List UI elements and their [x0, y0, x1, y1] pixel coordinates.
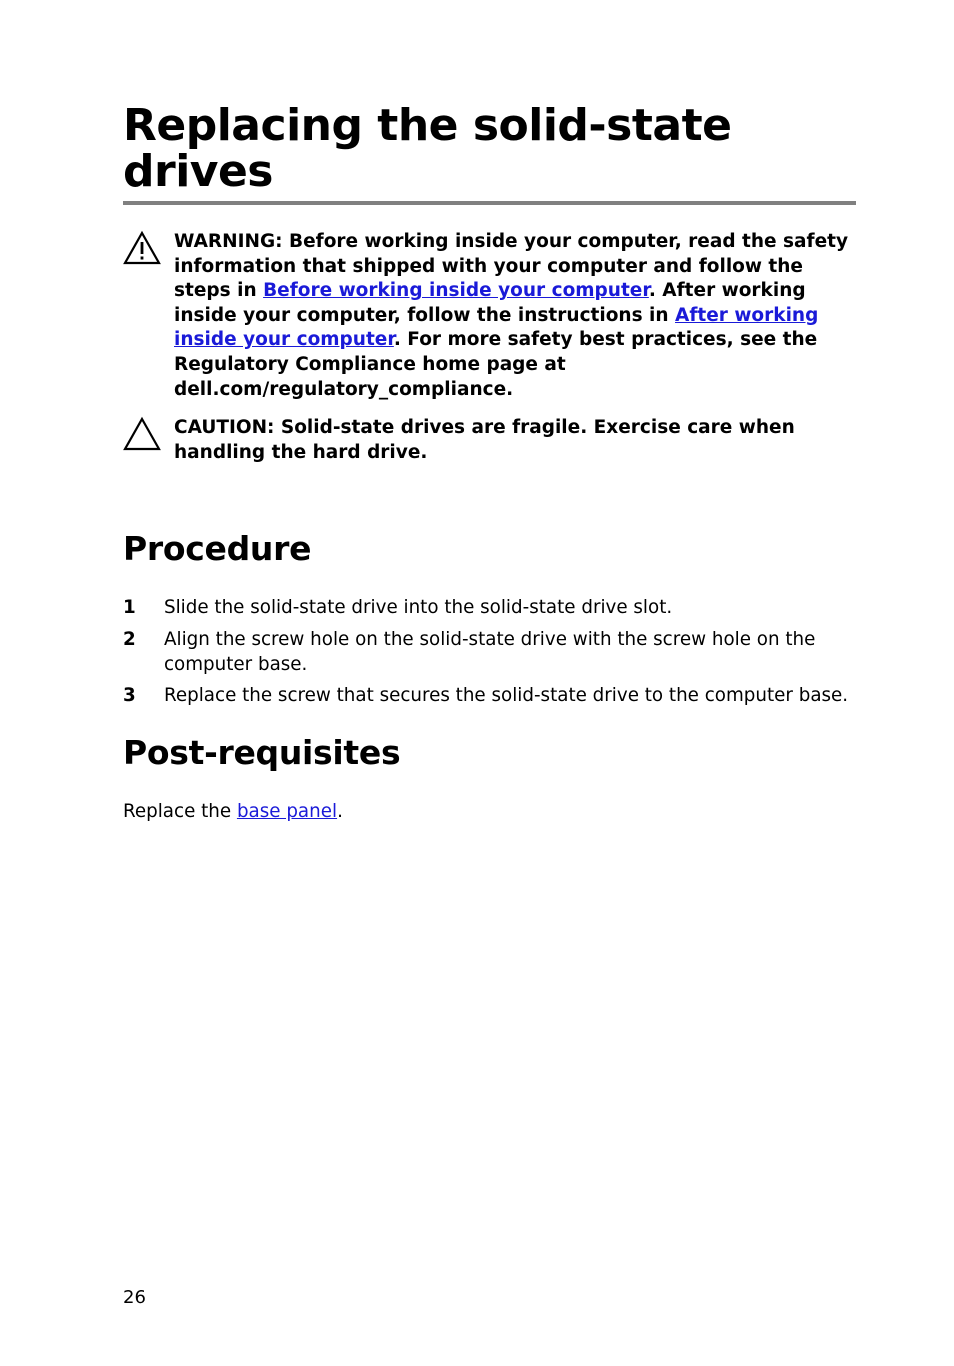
warning-label: WARNING: Before working inside your computer, read the safety information that shipped with your computer and follow the steps in: [174, 231, 849, 302]
step-number: 2: [123, 629, 136, 650]
title-divider: [123, 201, 856, 205]
warning-text: [174, 230, 859, 402]
page-title: Replacing the solid-state drives: [123, 100, 732, 197]
step-text: Replace the screw that secures the solid-state drive to the computer base.: [164, 685, 849, 706]
step-number: 1: [123, 597, 136, 618]
post-suffix: .: [337, 801, 343, 822]
post-requisites-text: [123, 800, 343, 825]
caution-text: CAUTION: Solid-state drives are fragile. Exercise care when handling the hard drive.: [174, 417, 795, 463]
warning-triangle-icon: [123, 230, 161, 266]
post-prefix: Replace the: [123, 801, 237, 822]
after-working-link[interactable]: After working inside your computer: [174, 304, 819, 351]
caution-triangle-icon: [123, 416, 161, 452]
step-text: Align the screw hole on the solid-state drive with the screw hole on the computer base.: [164, 629, 816, 675]
warning-mid: . After working inside your computer, follow the instructions in: [174, 280, 806, 326]
step-text: Slide the solid-state drive into the solid-state drive slot.: [164, 597, 673, 618]
post-requisites-heading: Post-requisites: [123, 733, 401, 772]
base-panel-link[interactable]: base panel: [236, 801, 338, 822]
warning-end: . For more safety best practices, see the Regulatory Compliance home page at dell.com/regulatory_compliance.: [174, 329, 818, 400]
procedure-heading: Procedure: [123, 529, 312, 568]
step-number: 3: [123, 685, 136, 706]
page-number: 26: [123, 1287, 146, 1308]
before-working-link[interactable]: Before working inside your computer: [263, 280, 649, 302]
